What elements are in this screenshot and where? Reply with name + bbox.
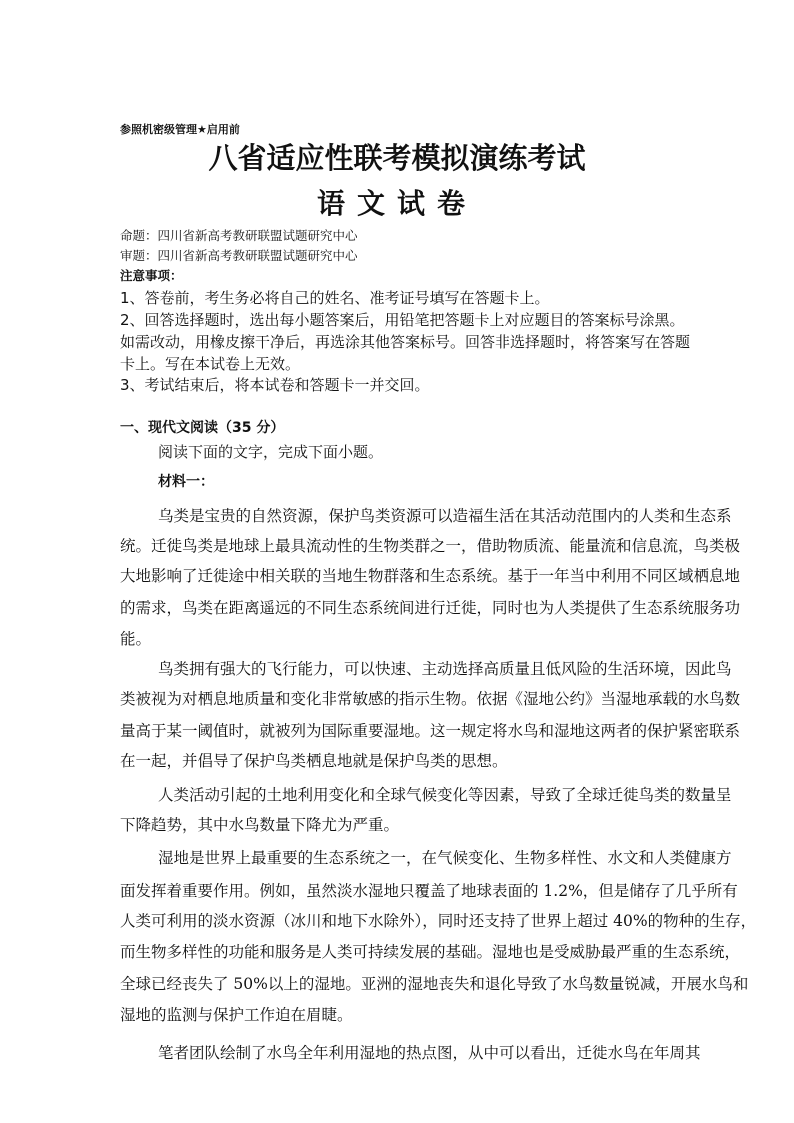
- setter-line: 命题：四川省新高考教研联盟试题研究中心: [120, 228, 358, 243]
- paragraph-line: 湿地是世界上最重要的生态系统之一，在气候变化、生物多样性、水文和人类健康方: [158, 849, 732, 867]
- note-line: 2、回答选择题时，选出每小题答案后，用铅笔把答题卡上对应题目的答案标号涂黑。: [120, 311, 685, 329]
- section-instruction: 阅读下面的文字，完成下面小题。: [158, 443, 384, 461]
- confidentiality-label: 参照机密级管理★启用前: [120, 123, 240, 136]
- material-label: 材料一：: [158, 474, 214, 490]
- paragraph-line: 统。迁徙鸟类是地球上最具流动性的生物类群之一，借助物质流、能量流和信息流，鸟类极: [120, 537, 741, 555]
- paragraph-line: 全球已经丧失了 50%以上的湿地。亚洲的湿地丧失和退化导致了水鸟数量锐减，开展水鸟和: [120, 975, 749, 993]
- notes-heading: 注意事项：: [120, 268, 183, 283]
- note-line: 1、答卷前，考生务必将自己的姓名、准考证号填写在答题卡上。: [120, 289, 550, 307]
- paragraph-line: 人类活动引起的土地利用变化和全球气候变化等因素，导致了全球迁徙鸟类的数量呈: [158, 786, 732, 804]
- paragraph-line: 笔者团队绘制了水鸟全年利用湿地的热点图，从中可以看出，迁徙水鸟在年周其: [158, 1044, 701, 1062]
- paragraph-line: 人类可利用的淡水资源（冰川和地下水除外），同时还支持了世界上超过 40%的物种的生存，: [120, 912, 757, 930]
- note-line: 如需改动，用橡皮擦干净后，再选涂其他答案标号。回答非选择题时，将答案写在答题: [120, 333, 691, 351]
- paragraph-line: 下降趋势，其中水鸟数量下降尤为严重。: [120, 816, 400, 834]
- paragraph-line: 大地影响了迁徙途中相关联的当地生物群落和生态系统。基于一年当中利用不同区域栖息地: [120, 567, 741, 585]
- reviewer-line: 审题：四川省新高考教研联盟试题研究中心: [120, 248, 358, 263]
- paragraph-line: 的需求，鸟类在距离遥远的不同生态系统间进行迁徙，同时也为人类提供了生态系统服务功: [120, 599, 741, 617]
- note-line: 3、考试结束后，将本试卷和答题卡一并交回。: [120, 376, 430, 394]
- paragraph-line: 而生物多样性的功能和服务是人类可持续发展的基础。湿地也是受威胁最严重的生态系统，: [120, 943, 741, 961]
- paragraph-line: 能。: [120, 630, 152, 648]
- paragraph-line: 面发挥着重要作用。例如，虽然淡水湿地只覆盖了地球表面的 1.2%，但是储存了几乎所有: [120, 882, 738, 900]
- exam-title: 八省适应性联考模拟演练考试: [208, 141, 586, 175]
- paragraph-line: 类被视为对栖息地质量和变化非常敏感的指示生物。依据《湿地公约》当湿地承载的水鸟数: [120, 690, 741, 708]
- exam-subtitle: 语文试卷: [316, 187, 477, 220]
- paragraph-line: 在一起，并倡导了保护鸟类栖息地就是保护鸟类的思想。: [120, 752, 508, 770]
- note-line: 卡上。写在本试卷上无效。: [120, 355, 301, 373]
- paragraph-line: 乌类是宝贵的自然资源，保护鸟类资源可以造福生活在其活动范围内的人类和生态系: [158, 507, 732, 525]
- paragraph-line: 湿地的监测与保护工作迫在眉睫。: [120, 1006, 353, 1024]
- section-heading: 一、现代文阅读（35 分）: [120, 420, 285, 436]
- paragraph-line: 量高于某一阈值时，就被列为国际重要湿地。这一规定将水鸟和湿地这两者的保护紧密联系: [120, 722, 741, 740]
- paragraph-line: 鸟类拥有强大的飞行能力，可以快速、主动选择高质量且低风险的生活环境，因此鸟: [158, 660, 732, 678]
